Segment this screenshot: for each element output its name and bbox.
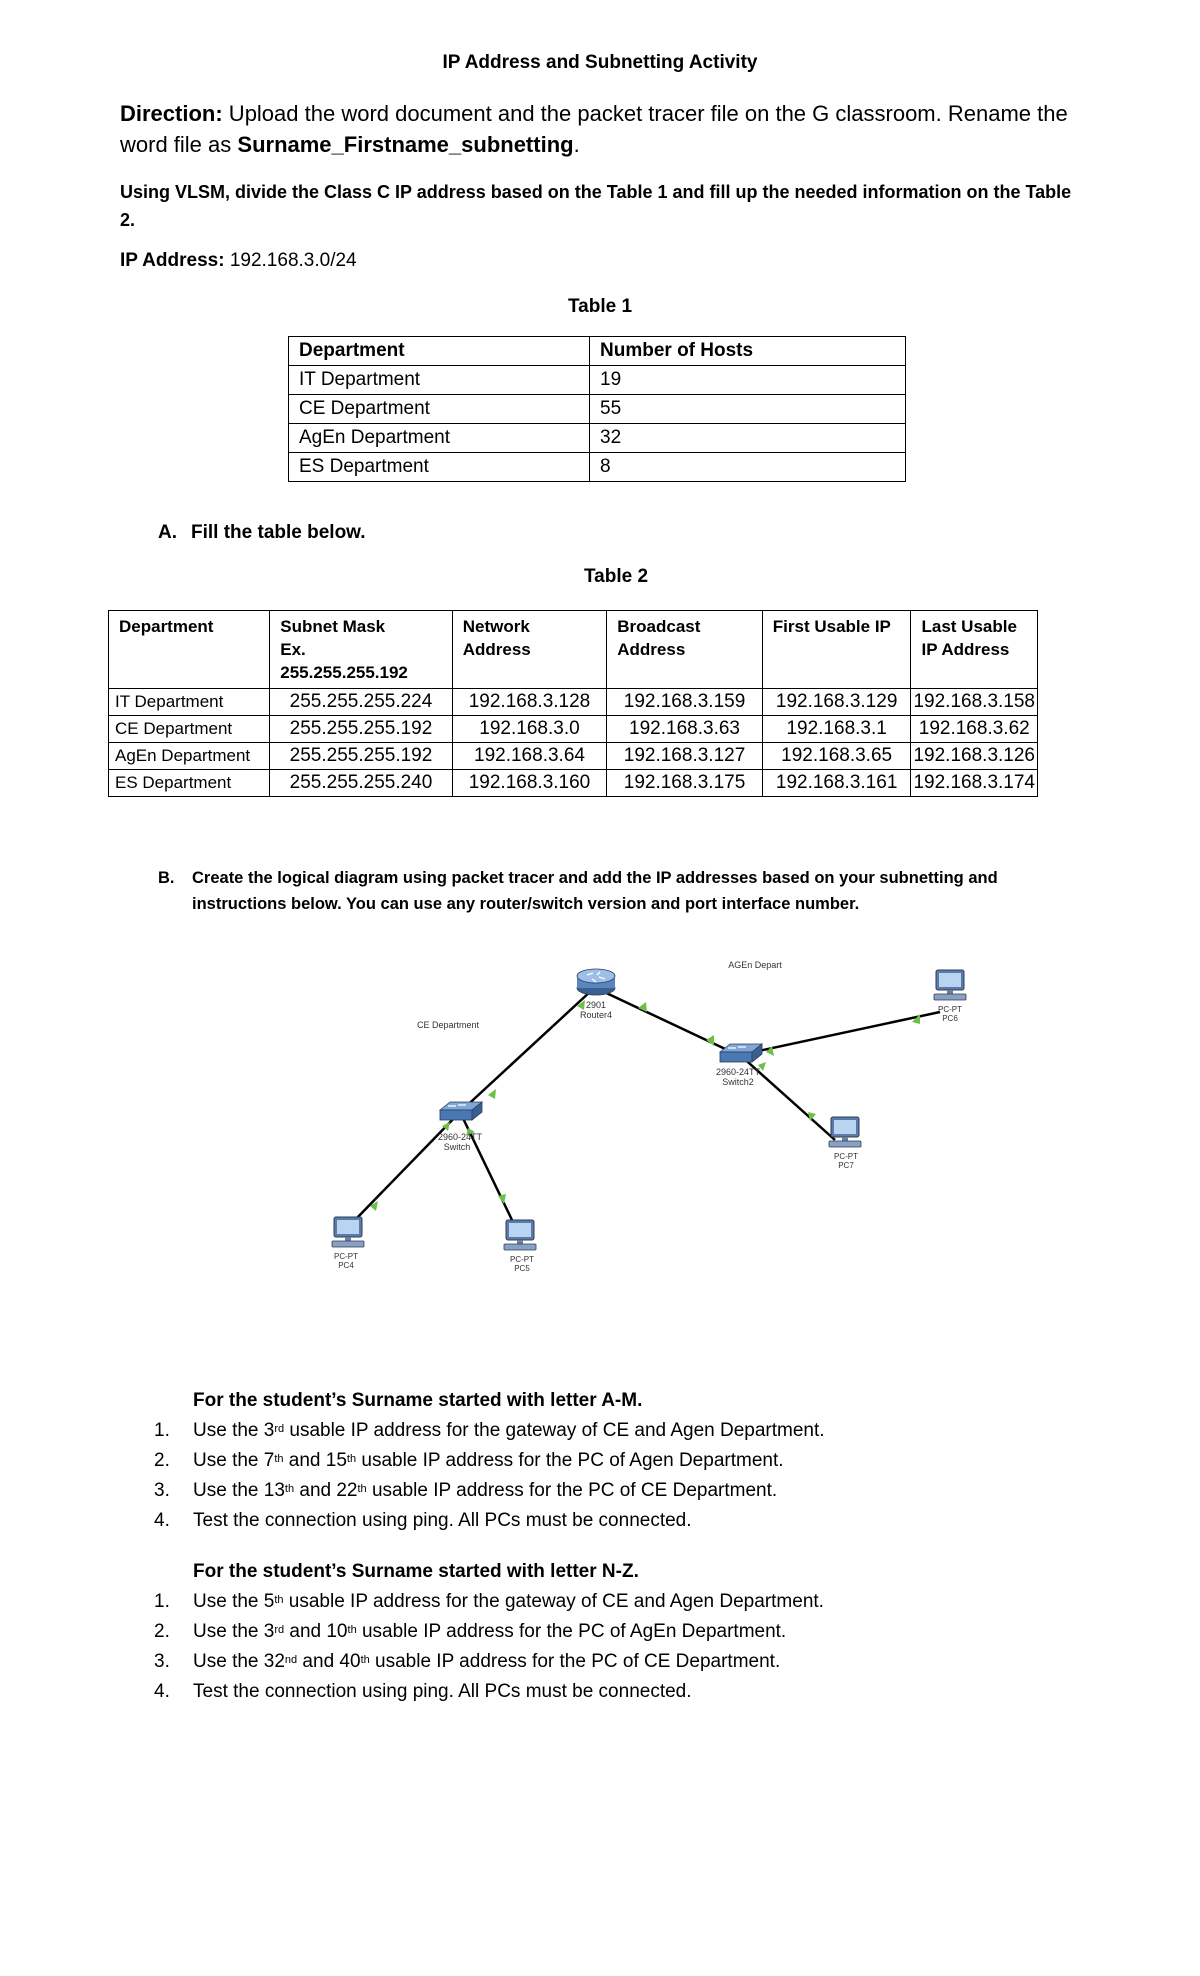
- network-cell: 192.168.3.0: [452, 716, 607, 743]
- list-item: [148, 1476, 1048, 1506]
- text-part: Use the 5: [193, 1591, 275, 1612]
- item-number: 3.: [154, 1651, 170, 1672]
- section-b-letter: B.: [158, 869, 175, 887]
- table1-cell: IT Department: [289, 366, 590, 395]
- text-part: Use the 7: [193, 1450, 275, 1471]
- dept-cell: CE Department: [109, 716, 270, 743]
- table2: [108, 610, 1038, 797]
- ordinal-suffix: th: [357, 1483, 367, 1495]
- item-text: [193, 1446, 784, 1476]
- header-text: Address: [462, 640, 531, 659]
- link-switch1-pc4: [355, 1112, 460, 1220]
- ip-address-value: 192.168.3.0/24: [224, 250, 357, 271]
- network-cell: 192.168.3.64: [452, 743, 607, 770]
- item-text: Test the connection using ping. All PCs must be connected.: [193, 1681, 692, 1702]
- ordinal-suffix: nd: [284, 1654, 298, 1666]
- text-part: usable IP address for the PC of AgEn Department.: [356, 1621, 787, 1642]
- text-part: Use the 32: [193, 1651, 285, 1672]
- mask-cell: 255.255.255.192: [270, 743, 452, 770]
- last-usable-cell: 192.168.3.126: [911, 743, 1038, 770]
- mask-cell: 255.255.255.192: [270, 716, 452, 743]
- pc4-model-label: PC-PT: [334, 1252, 358, 1261]
- router-icon[interactable]: [577, 969, 615, 995]
- ordinal-suffix: th: [360, 1654, 370, 1666]
- text-part: Use the 13: [193, 1480, 285, 1501]
- table1-cell: 19: [590, 366, 906, 395]
- table1-cell: 55: [590, 395, 906, 424]
- link-router-switch1: [460, 990, 592, 1112]
- header-text: Subnet Mask: [280, 617, 386, 636]
- vlsm-instruction: Using VLSM, divide the Class C IP address based on the Table 1 and fill up the needed information on the Table 2.: [120, 182, 1072, 230]
- table2-caption: Table 2: [583, 566, 649, 587]
- last-usable-cell: 192.168.3.174: [911, 770, 1038, 797]
- text-part: Use the 3: [193, 1621, 275, 1642]
- table-row: [109, 716, 1038, 743]
- link-up-icon: [706, 1035, 714, 1046]
- agen-department-label: AGEn Depart: [728, 960, 782, 970]
- pc7-name-label: PC7: [838, 1161, 854, 1170]
- switch-icon[interactable]: [440, 1102, 482, 1120]
- page-title: IP Address and Subnetting Activity: [442, 52, 758, 73]
- item-text: [193, 1476, 777, 1506]
- text-part: Use the 3: [193, 1420, 275, 1441]
- text-part: and 10: [284, 1621, 348, 1642]
- item-number: 1.: [154, 1420, 170, 1441]
- header-text: 255.255.255.192: [280, 663, 408, 682]
- header-text: IP Address: [921, 640, 1010, 659]
- text-part: and 15: [283, 1450, 347, 1471]
- last-usable-cell: 192.168.3.62: [911, 716, 1038, 743]
- table-row: [289, 366, 906, 395]
- direction-text: Upload the word document and the packet tracer file on the G classroom. Rename the word file as: [120, 101, 1068, 157]
- link-router-switch2: [600, 990, 738, 1055]
- broadcast-cell: 192.168.3.175: [607, 770, 763, 797]
- table-row: [289, 395, 906, 424]
- item-text: [193, 1617, 786, 1647]
- broadcast-cell: 192.168.3.159: [607, 689, 763, 716]
- table2-header-last-usable: [911, 611, 1038, 689]
- direction-paragraph: [120, 98, 1080, 160]
- item-number: 4.: [154, 1681, 170, 1702]
- header-text: Department: [119, 617, 214, 636]
- link-up-icon: [488, 1089, 496, 1099]
- network-cell: 192.168.3.128: [452, 689, 607, 716]
- ordinal-suffix: th: [284, 1483, 295, 1495]
- pc5-model-label: PC-PT: [510, 1255, 534, 1264]
- ce-department-label: CE Department: [416, 1020, 480, 1030]
- pc5-name-label: PC5: [514, 1264, 530, 1273]
- dept-cell: ES Department: [109, 770, 270, 797]
- pc6-name-label: PC6: [942, 1014, 958, 1023]
- pc4-name-label: PC4: [338, 1261, 354, 1270]
- dept-cell: IT Department: [109, 689, 270, 716]
- text-part: usable IP address for the gateway of CE and Agen Department.: [283, 1591, 824, 1612]
- instructions-n-z: [148, 1557, 1048, 1707]
- item-text: [193, 1647, 780, 1677]
- pc7-model-label: PC-PT: [834, 1152, 858, 1161]
- header-text: Network: [462, 617, 530, 636]
- list-item: [148, 1587, 1048, 1617]
- table2-header-row: [109, 611, 1038, 689]
- item-text: [193, 1416, 825, 1446]
- item-text: [193, 1587, 824, 1617]
- direction-filename: Surname_Firstname_subnetting: [237, 132, 574, 157]
- table1-cell: 8: [590, 453, 906, 482]
- pc-icon[interactable]: [332, 1217, 364, 1247]
- ordinal-suffix: rd: [274, 1624, 285, 1636]
- pc-icon[interactable]: [504, 1220, 536, 1250]
- section-a-letter: A.: [158, 522, 177, 543]
- network-diagram: [300, 950, 1000, 1300]
- group-am-heading: For the student’s Surname started with letter A-M.: [193, 1390, 643, 1411]
- switch-icon[interactable]: [720, 1044, 762, 1062]
- table1: [288, 336, 906, 482]
- mask-cell: 255.255.255.240: [270, 770, 452, 797]
- last-usable-cell: 192.168.3.158: [911, 689, 1038, 716]
- broadcast-cell: 192.168.3.63: [607, 716, 763, 743]
- first-usable-cell: 192.168.3.65: [762, 743, 911, 770]
- first-usable-cell: 192.168.3.1: [762, 716, 911, 743]
- ordinal-suffix: th: [274, 1594, 284, 1606]
- table1-cell: CE Department: [289, 395, 590, 424]
- first-usable-cell: 192.168.3.129: [762, 689, 911, 716]
- text-part: usable IP address for the PC of CE Department.: [369, 1651, 781, 1672]
- header-text: Address: [617, 640, 686, 659]
- header-text: First Usable IP: [772, 617, 891, 636]
- table2-header-broadcast: [607, 611, 763, 689]
- table-row: [109, 743, 1038, 770]
- text-part: usable IP address for the PC of CE Department.: [366, 1480, 778, 1501]
- table1-cell: ES Department: [289, 453, 590, 482]
- table1-caption: Table 1: [567, 296, 633, 317]
- switch2-model-label: 2960-24TT: [715, 1067, 761, 1077]
- ip-address-line: [120, 250, 357, 272]
- router-model-label: 2901: [585, 1000, 607, 1010]
- text-part: and 40: [297, 1651, 361, 1672]
- table-row: [109, 770, 1038, 797]
- table1-header-hosts: Number of Hosts: [590, 337, 906, 366]
- direction-label: Direction:: [120, 101, 223, 126]
- pc-icon[interactable]: [934, 970, 966, 1000]
- table2-header-first-usable: [762, 611, 911, 689]
- network-cell: 192.168.3.160: [452, 770, 607, 797]
- header-text: Broadcast: [617, 617, 701, 636]
- item-number: 3.: [154, 1480, 170, 1501]
- list-item: [148, 1647, 1048, 1677]
- ordinal-suffix: th: [347, 1624, 357, 1636]
- pc-icon[interactable]: [829, 1117, 861, 1147]
- dept-cell: AgEn Department: [109, 743, 270, 770]
- list-item: [148, 1506, 1048, 1536]
- section-b-text: Create the logical diagram using packet tracer and add the IP addresses based on your subnetting and instructions below. You can use any router/switch version and port interface number.: [192, 869, 998, 913]
- ordinal-suffix: th: [346, 1453, 357, 1465]
- text-part: usable IP address for the gateway of CE and Agen Department.: [284, 1420, 825, 1441]
- table2-header-department: [109, 611, 270, 689]
- instructions-a-m: [148, 1386, 1048, 1536]
- ordinal-suffix: th: [274, 1453, 284, 1465]
- switch1-model-label: 2960-24TT: [437, 1132, 483, 1142]
- item-number: 4.: [154, 1510, 170, 1531]
- table-row: [109, 689, 1038, 716]
- section-a: [158, 522, 366, 544]
- pc6-model-label: PC-PT: [938, 1005, 962, 1014]
- switch2-name-label: Switch2: [722, 1077, 754, 1087]
- ip-address-label: IP Address:: [120, 250, 225, 271]
- broadcast-cell: 192.168.3.127: [607, 743, 763, 770]
- item-number: 2.: [154, 1621, 170, 1642]
- table1-header-department: Department: [289, 337, 590, 366]
- first-usable-cell: 192.168.3.161: [762, 770, 911, 797]
- table1-cell: 32: [590, 424, 906, 453]
- ordinal-suffix: rd: [274, 1423, 285, 1435]
- table2-header-network: [452, 611, 607, 689]
- mask-cell: 255.255.255.224: [270, 689, 452, 716]
- list-item: [148, 1677, 1048, 1707]
- list-item: [148, 1416, 1048, 1446]
- table1-cell: AgEn Department: [289, 424, 590, 453]
- list-item: [148, 1617, 1048, 1647]
- text-part: usable IP address for the PC of Agen Department.: [356, 1450, 784, 1471]
- section-a-text: Fill the table below.: [191, 522, 366, 543]
- header-text: Ex.: [280, 640, 306, 659]
- switch1-name-label: Switch: [443, 1142, 471, 1152]
- link-switch1-pc5: [460, 1112, 512, 1220]
- item-text: Test the connection using ping. All PCs must be connected.: [193, 1510, 692, 1531]
- text-part: and 22: [294, 1480, 358, 1501]
- table-row: [289, 453, 906, 482]
- router-name-label: Router4: [579, 1010, 613, 1020]
- table-row: [289, 424, 906, 453]
- header-text: Last Usable: [921, 617, 1017, 636]
- group-nz-heading: For the student’s Surname started with letter N-Z.: [193, 1561, 639, 1582]
- table1-header-row: [289, 337, 906, 366]
- direction-end: .: [573, 132, 580, 157]
- item-number: 1.: [154, 1591, 170, 1612]
- list-item: [148, 1446, 1048, 1476]
- table2-header-subnet-mask: [270, 611, 452, 689]
- item-number: 2.: [154, 1450, 170, 1471]
